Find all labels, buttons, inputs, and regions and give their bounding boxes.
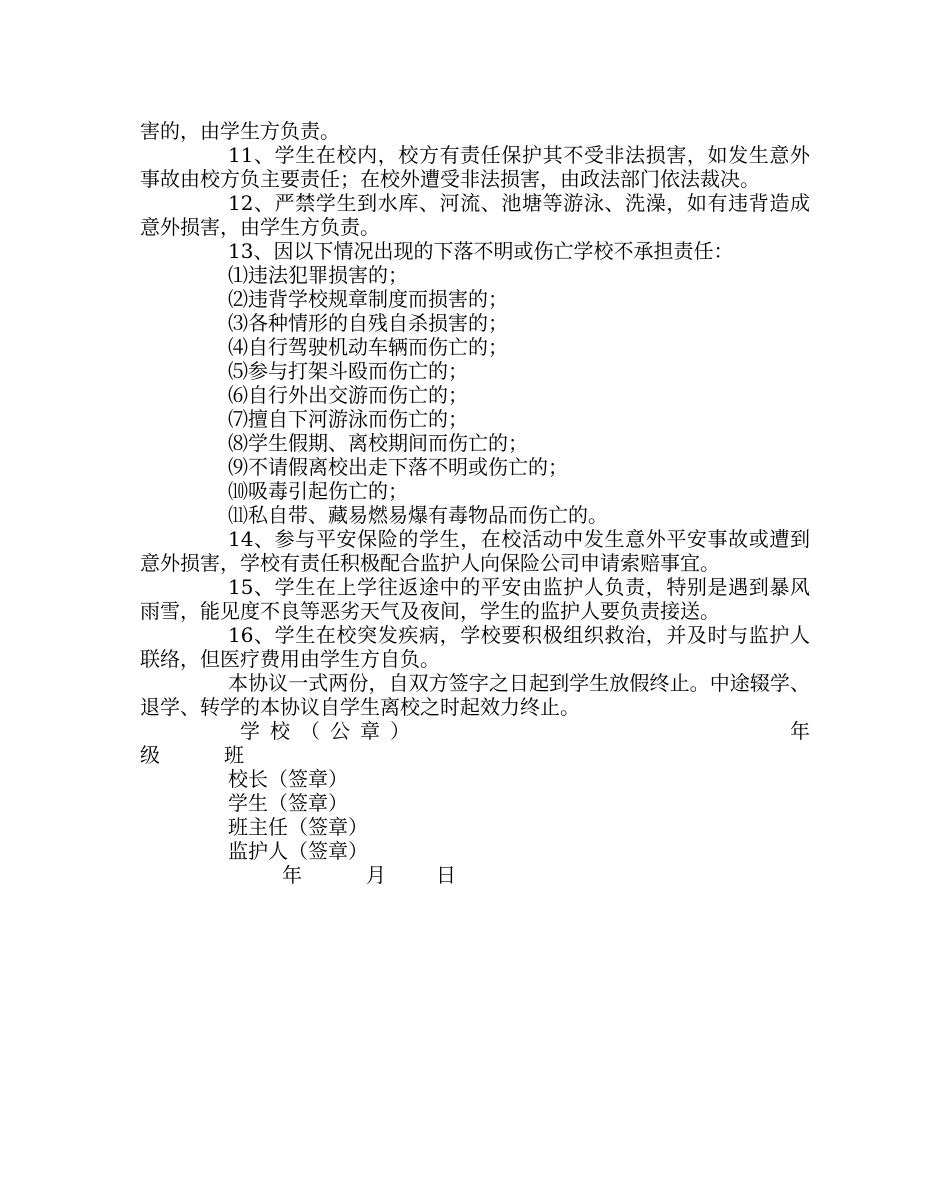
list-item: ⑽吸毒引起伤亡的； <box>228 479 408 503</box>
student-signature-label: 学生（签章） <box>228 791 348 815</box>
list-item: ⑵违背学校规章制度而损害的； <box>228 287 508 311</box>
paragraph-clause-12: 12、严禁学生到水库、河流、池塘等游泳、洗澡，如有违背造成意外损害，由学生方负责。 <box>140 191 810 239</box>
list-item: ⑺擅自下河游泳而伤亡的； <box>228 407 468 431</box>
signature-school-row <box>140 719 810 743</box>
date-month-label: 月 <box>366 863 386 887</box>
list-item: ⑾私自带、藏易燃易爆有毒物品而伤亡的。 <box>228 503 608 527</box>
paragraph-continuation: 害的，由学生方负责。 <box>140 119 340 143</box>
date-day-label: 日 <box>436 863 456 887</box>
head-teacher-signature-label: 班主任（签章） <box>228 815 368 839</box>
paragraph-validity: 本协议一式两份，自双方签字之日起到学生放假终止。中途辍学、退学、转学的本协议自学生离校之时起效力终止。 <box>140 671 810 719</box>
paragraph-clause-15: 15、学生在上学往返途中的平安由监护人负责，特别是遇到暴风雨雪，能见度不良等恶劣天气及夜间，学生的监护人要负责接送。 <box>140 575 810 623</box>
list-item: ⑸参与打架斗殴而伤亡的； <box>228 359 468 383</box>
list-item: ⑶各种情形的自残自杀损害的； <box>228 311 508 335</box>
paragraph-clause-16: 16、学生在校突发疾病，学校要积极组织救治，并及时与监护人联络，但医疗费用由学生方自负。 <box>140 623 810 671</box>
date-year-label: 年 <box>282 863 302 887</box>
guardian-signature-label: 监护人（签章） <box>228 839 368 863</box>
school-seal-label: 学校（公章） <box>240 719 420 743</box>
list-item: ⑹自行外出交游而伤亡的； <box>228 383 468 407</box>
list-item: ⑼不请假离校出走下落不明或伤亡的； <box>228 455 568 479</box>
list-item: ⑻学生假期、离校期间而伤亡的； <box>228 431 528 455</box>
principal-signature-label: 校长（签章） <box>228 767 348 791</box>
paragraph-clause-11: 11、学生在校内，校方有责任保护其不受非法损害，如发生意外事故由校方负主要责任；在校外遭受非法损害，由政法部门依法裁决。 <box>140 143 810 191</box>
class-label: 班 <box>224 743 244 767</box>
grade-label: 级 <box>140 743 160 767</box>
paragraph-clause-13: 13、因以下情况出现的下落不明或伤亡学校不承担责任： <box>228 239 734 263</box>
paragraph-clause-14: 14、参与平安保险的学生，在校活动中发生意外平安事故或遭到意外损害，学校有责任积极配合监护人向保险公司申请索赔事宜。 <box>140 527 810 575</box>
document-body <box>140 119 810 887</box>
list-item: ⑷自行驾驶机动车辆而伤亡的； <box>228 335 508 359</box>
year-label: 年 <box>790 719 810 743</box>
exemption-list <box>140 263 810 527</box>
signature-grade-row <box>140 743 810 767</box>
date-row <box>140 863 810 887</box>
list-item: ⑴违法犯罪损害的； <box>228 263 408 287</box>
